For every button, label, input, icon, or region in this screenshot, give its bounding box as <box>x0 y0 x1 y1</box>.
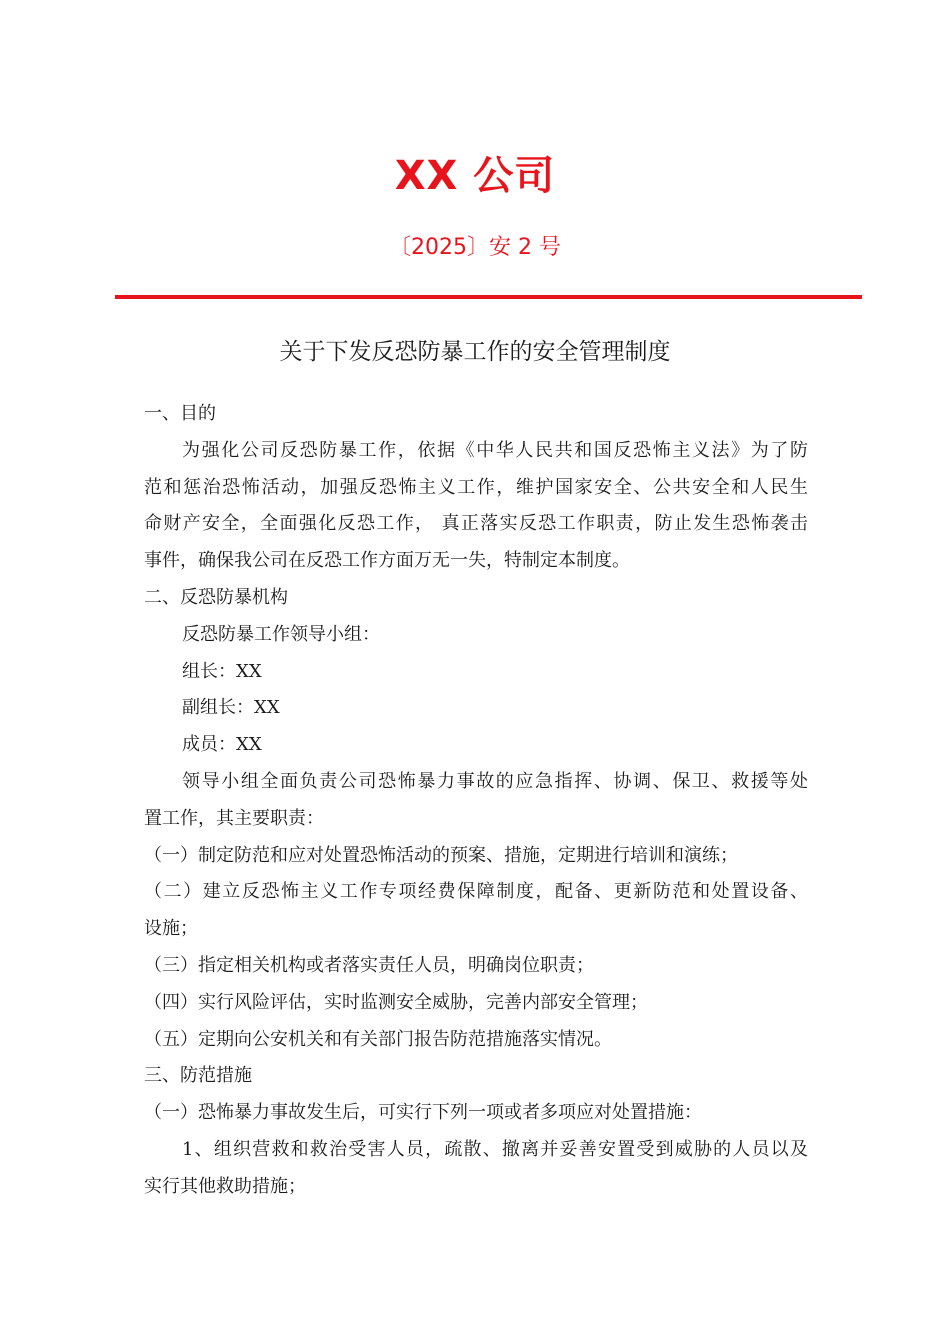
list-item: （五）定期向公安机关和有关部门报告防范措施落实情况。 <box>144 1028 612 1050</box>
team-members-line: 成员：XX <box>182 734 262 756</box>
paragraph-line: 置工作，其主要职责： <box>144 807 324 829</box>
list-item: （四）实行风险评估，实时监测安全威胁，完善内部安全管理； <box>144 991 648 1013</box>
paragraph-line: 命财产安全，全面强化反恐工作， 真正落实反恐工作职责，防止发生恐怖袭击 <box>144 513 808 535</box>
organization-title: XX 公司 <box>394 153 556 199</box>
list-item: （二）建立反恐怖主义工作专项经费保障制度，配备、更新防范和处置设备、 <box>144 881 808 903</box>
section-heading-purpose: 一、目的 <box>144 403 216 424</box>
paragraph-line: 为强化公司反恐防暴工作，依据《中华人民共和国反恐怖主义法》为了防 <box>182 439 808 461</box>
paragraph-line: 领导小组全面负责公司恐怖暴力事故的应急指挥、协调、保卫、救援等处 <box>182 770 808 792</box>
red-divider-line <box>115 295 862 299</box>
document-body <box>144 396 808 1206</box>
paragraph-line: 事件，确保我公司在反恐工作方面万无一失，特制定本制度。 <box>144 550 630 572</box>
numbered-item-continuation: 实行其他救助措施； <box>144 1175 306 1197</box>
list-item: （三）指定相关机构或者落实责任人员，明确岗位职责； <box>144 954 594 976</box>
deputy-leader-line: 副组长：XX <box>182 697 280 719</box>
numbered-item: 1、组织营救和救治受害人员，疏散、撤离并妥善安置受到威胁的人员以及 <box>182 1138 808 1160</box>
document-title: 关于下发反恐防暴工作的安全管理制度 <box>279 339 671 365</box>
team-leader-line: 组长：XX <box>182 660 262 682</box>
section-heading-organization: 二、反恐防暴机构 <box>144 586 288 608</box>
section-heading-measures: 三、防范措施 <box>144 1065 252 1087</box>
paragraph-line: 范和惩治恐怖活动，加强反恐怖主义工作，维护国家安全、公共安全和人民生 <box>144 476 808 498</box>
list-item: （一）恐怖暴力事故发生后，可实行下列一项或者多项应对处置措施： <box>144 1102 702 1124</box>
document-number: 〔2025〕安 2 号 <box>389 235 561 260</box>
list-item: （一）制定防范和应对处置恐怖活动的预案、措施，定期进行培训和演练； <box>144 844 738 866</box>
paragraph-line: 反恐防暴工作领导小组： <box>182 623 380 645</box>
list-item-continuation: 设施； <box>144 918 198 940</box>
